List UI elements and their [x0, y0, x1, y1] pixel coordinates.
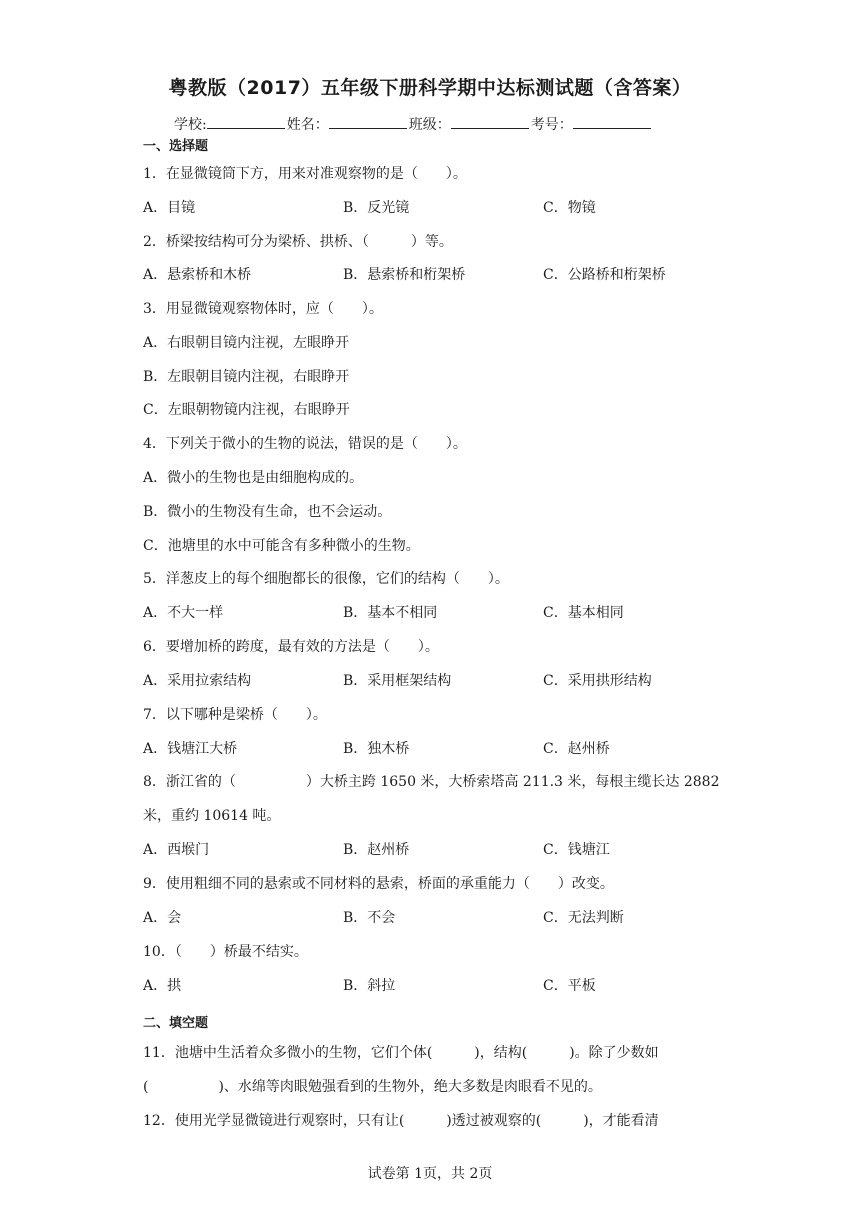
- q2-option-b: B．悬索桥和桁架桥: [343, 267, 466, 283]
- q5-option-b: B．基本不相同: [343, 605, 438, 621]
- q9-option-b: B．不会: [343, 910, 396, 926]
- page-footer: 试卷第 1页，共 2页: [367, 1166, 493, 1182]
- q4-option-b: B．微小的生物没有生命，也不会运动。: [143, 504, 392, 520]
- name-label: 姓名：: [286, 117, 329, 133]
- question-9: 9．使用粗细不同的悬索或不同材料的悬索，桥面的承重能力（ ）改变。: [143, 876, 614, 892]
- question-5: 5．洋葱皮上的每个细胞都长的很像，它们的结构（ ）。: [143, 571, 509, 587]
- q6-option-c: C．采用拱形结构: [543, 673, 652, 689]
- question-3: 3．用显微镜观察物体时，应（ ）。: [143, 301, 383, 317]
- q8-option-c: C．钱塘江: [543, 842, 610, 858]
- q5-option-c: C．基本相同: [543, 605, 624, 621]
- q6-option-b: B．采用框架结构: [343, 673, 452, 689]
- q1-option-c: C．物镜: [543, 200, 596, 216]
- question-10: 10．（ ）桥最不结实。: [143, 944, 308, 960]
- q7-option-c: C．赵州桥: [543, 741, 610, 757]
- q2-option-c: C．公路桥和桁架桥: [543, 267, 666, 283]
- q6-option-a: A．采用拉索结构: [143, 673, 252, 689]
- q3-option-a: A．右眼朝目镜内注视，左眼睁开: [143, 335, 350, 351]
- q4-option-c: C．池塘里的水中可能含有多种微小的生物。: [143, 538, 420, 554]
- q5-option-a: A．不大一样: [143, 605, 224, 621]
- q7-option-a: A．钱塘江大桥: [143, 741, 238, 757]
- q1-option-a: A．目镜: [143, 200, 196, 216]
- name-blank[interactable]: [329, 115, 407, 129]
- q8-option-a: A．西堠门: [143, 842, 210, 858]
- question-12: 12．使用光学显微镜进行观察时，只有让( )透过被观察的( )，才能看清: [143, 1113, 659, 1129]
- question-8: 8．浙江省的（ ）大桥主跨 1650 米，大桥索塔高 211.3 米，每根主缆长达 2882: [143, 774, 720, 790]
- q4-option-a: A．微小的生物也是由细胞构成的。: [143, 470, 364, 486]
- question-11: 11．池塘中生活着众多微小的生物，它们个体( )，结构( )。除了少数如: [143, 1045, 659, 1061]
- page-title: 粤教版（2017）五年级下册科学期中达标测试题（含答案）: [168, 77, 692, 99]
- q9-option-c: C．无法判断: [543, 910, 624, 926]
- question-4: 4．下列关于微小的生物的说法，错误的是（ ）。: [143, 436, 467, 452]
- question-1: 1．在显微镜筒下方，用来对准观察物的是（ ）。: [143, 166, 467, 182]
- q10-option-a: A．拱: [143, 978, 182, 994]
- q3-option-c: C．左眼朝物镜内注视，右眼睁开: [143, 402, 350, 418]
- class-label: 班级：: [408, 117, 451, 133]
- section-choice: 一、选择题: [143, 139, 209, 154]
- student-info-line: [174, 114, 653, 134]
- q10-option-b: B．斜拉: [343, 978, 396, 994]
- number-blank[interactable]: [573, 115, 651, 129]
- school-label: 学校:: [174, 117, 207, 133]
- question-6: 6．要增加桥的跨度，最有效的方法是（ ）。: [143, 639, 439, 655]
- question-11-continued: ( )、水绵等肉眼勉强看到的生物外，绝大多数是肉眼看不见的。: [143, 1079, 602, 1095]
- q8-option-b: B．赵州桥: [343, 842, 410, 858]
- question-7: 7．以下哪种是梁桥（ ）。: [143, 707, 327, 723]
- q9-option-a: A．会: [143, 910, 182, 926]
- q2-option-a: A．悬索桥和木桥: [143, 267, 252, 283]
- section-fill: 二、填空题: [143, 1016, 209, 1031]
- q3-option-b: B．左眼朝目镜内注视，右眼睁开: [143, 369, 350, 385]
- school-blank[interactable]: [207, 115, 285, 129]
- q1-option-b: B．反光镜: [343, 200, 410, 216]
- q10-option-c: C．平板: [543, 978, 596, 994]
- q7-option-b: B．独木桥: [343, 741, 410, 757]
- question-8-continued: 米，重约 10614 吨。: [143, 808, 281, 824]
- number-label: 考号：: [530, 117, 573, 133]
- question-2: 2．桥梁按结构可分为梁桥、拱桥、（ ）等。: [143, 234, 453, 250]
- class-blank[interactable]: [451, 115, 529, 129]
